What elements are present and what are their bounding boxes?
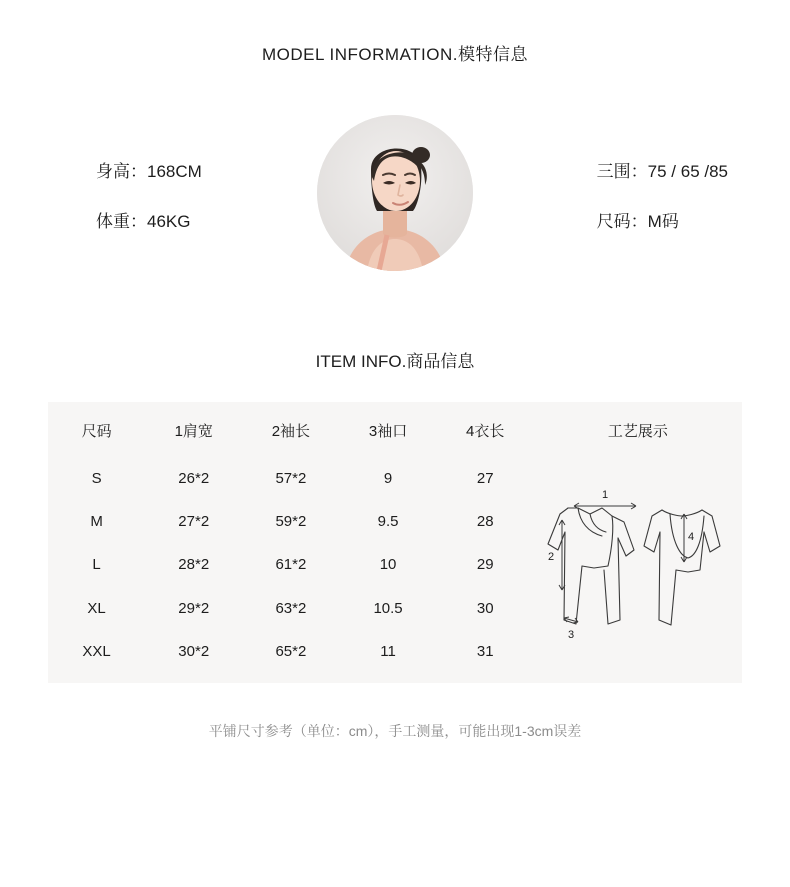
model-measurements-value: 75 / 65 /85 [647, 162, 728, 181]
cell-length: 30 [476, 599, 494, 617]
header-craft: 工艺展示 [607, 423, 668, 440]
model-right-stats [597, 147, 728, 247]
model-size-row [597, 197, 728, 247]
cell-length: 29 [476, 556, 494, 574]
table-header-row [48, 402, 742, 457]
model-height-row [96, 147, 202, 197]
model-info-block [0, 115, 790, 295]
measurement-footnote: 平铺尺寸参考（单位：cm），手工测量，可能出现1-3cm误差 [208, 723, 582, 739]
cell-sleeve: 65*2 [275, 642, 307, 660]
size-table [48, 402, 742, 673]
cell-size: M [90, 513, 103, 531]
model-size-value: M码 [647, 212, 679, 231]
page-root [0, 40, 790, 887]
model-info-title: MODEL INFORMATION.模特信息 [262, 45, 528, 64]
model-height-value: 168CM [147, 162, 202, 181]
header-shoulder: 1肩宽 [174, 423, 213, 440]
cell-cuff: 11 [380, 642, 396, 660]
model-measurements-label: 三围： [596, 162, 648, 181]
cell-shoulder: 27*2 [178, 513, 210, 531]
model-size-label: 尺码： [596, 212, 648, 231]
cell-size: S [91, 470, 102, 488]
cell-shoulder: 30*2 [178, 642, 210, 660]
cell-shoulder: 29*2 [178, 599, 210, 617]
header-size: 尺码 [81, 423, 112, 440]
cell-length: 28 [476, 513, 494, 531]
cell-cuff: 10.5 [373, 599, 403, 617]
diagram-label-3: 3 [567, 629, 575, 641]
header-cuff: 3袖口 [368, 423, 408, 440]
cell-cuff: 10 [379, 556, 397, 574]
size-table-wrapper [48, 402, 742, 683]
header-garment-length: 4衣长 [466, 423, 505, 440]
cell-size: XL [87, 599, 106, 617]
avatar [317, 115, 473, 271]
garment-technical-drawing-icon [538, 470, 738, 660]
cell-sleeve: 61*2 [275, 556, 307, 574]
cell-length: 31 [476, 642, 494, 660]
size-table-body [48, 457, 742, 673]
model-left-stats [96, 147, 202, 247]
cell-length: 27 [476, 470, 494, 488]
model-weight-value: 46KG [147, 212, 191, 231]
model-portrait-icon [317, 115, 473, 271]
header-sleeve-length: 2袖长 [271, 423, 311, 440]
model-weight-row [96, 197, 202, 247]
table-row [48, 457, 742, 500]
cell-cuff: 9.5 [377, 513, 399, 531]
model-weight-label: 体重： [96, 212, 147, 231]
diagram-label-1: 1 [601, 489, 609, 501]
cell-cuff: 9 [383, 470, 393, 488]
cell-size: L [92, 556, 101, 574]
item-info-title: ITEM INFO.商品信息 [315, 352, 475, 371]
craft-diagram-cell [534, 457, 742, 673]
cell-shoulder: 28*2 [178, 556, 210, 574]
model-height-label: 身高： [96, 162, 147, 181]
cell-sleeve: 63*2 [275, 599, 307, 617]
diagram-label-4: 4 [687, 531, 695, 543]
cell-sleeve: 57*2 [275, 470, 307, 488]
model-measurements-row [597, 147, 728, 197]
diagram-label-2: 2 [547, 551, 555, 563]
cell-sleeve: 59*2 [275, 513, 307, 531]
size-table-head [48, 402, 742, 457]
cell-shoulder: 26*2 [178, 470, 210, 488]
craft-diagram-inner [534, 470, 742, 660]
cell-size: XXL [82, 642, 111, 660]
